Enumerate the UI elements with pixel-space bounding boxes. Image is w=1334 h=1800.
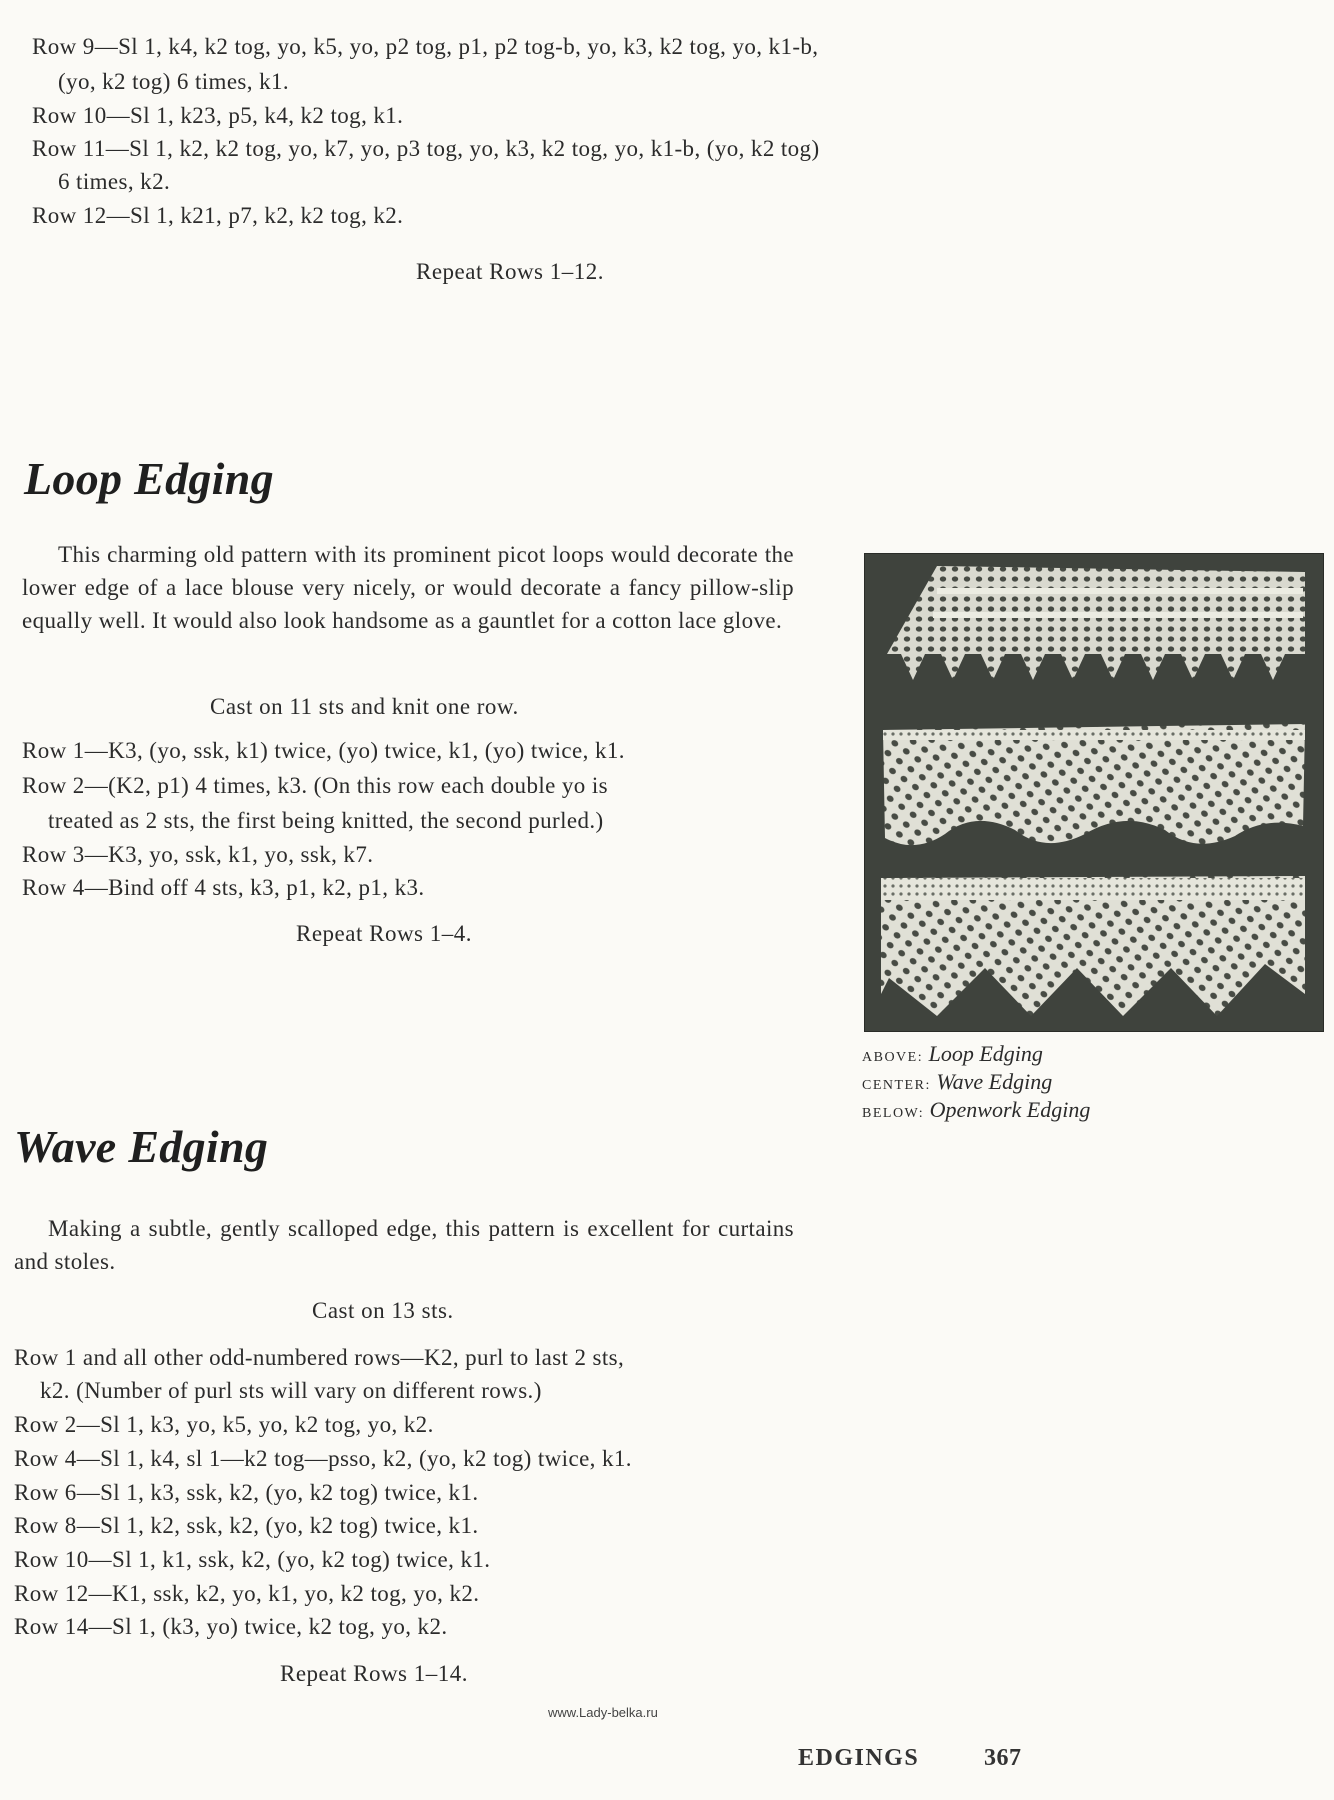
loop-edging-swatch [887, 566, 1305, 680]
row-instruction-continued: (yo, k2 tog) 6 times, k1. [58, 69, 290, 94]
section-description: Making a subtle, gently scalloped edge, this pattern is excellent for curtains and stoles. [14, 1216, 794, 1274]
cast-on-instruction: Cast on 11 sts and knit one row. [210, 694, 519, 719]
row-instruction: Row 9—Sl 1, k4, k2 tog, yo, k5, yo, p2 tog, p1, p2 tog-b, yo, k3, k2 tog, yo, k1-b, [32, 34, 819, 59]
edging-swatches-photo [864, 553, 1324, 1032]
caption-name: Loop Edging [928, 1041, 1043, 1066]
row-instruction-continued: treated as 2 sts, the first being knitted, the second purled.) [48, 808, 604, 833]
section-heading: Loop Edging [24, 453, 274, 504]
cast-on-instruction: Cast on 13 sts. [312, 1298, 454, 1323]
row-instruction: Row 6—Sl 1, k3, ssk, k2, (yo, k2 tog) twice, k1. [14, 1480, 479, 1505]
row-instruction: Row 2—Sl 1, k3, yo, k5, yo, k2 tog, yo, k2. [14, 1412, 434, 1437]
caption-label: ABOVE: [862, 1050, 924, 1065]
repeat-instruction: Repeat Rows 1–4. [296, 921, 473, 946]
wave-edging-swatch [883, 724, 1305, 845]
row-instruction: Row 2—(K2, p1) 4 times, k3. (On this row each double yo is [22, 773, 608, 798]
repeat-instruction: Repeat Rows 1–14. [280, 1661, 469, 1686]
caption-below [862, 1096, 1090, 1128]
lace-swatches-illustration [865, 554, 1323, 1031]
caption-label: BELOW: [862, 1106, 925, 1121]
row-instruction: Row 4—Bind off 4 sts, k3, p1, k2, p1, k3. [22, 875, 425, 900]
section-description: This charming old pattern with its prominent picot loops would decorate the lower edge of a lace blouse very nicely, or would decorate a fancy pillow-slip equally well. It would also look handsome as a gauntlet for a cotton lace glove. [22, 542, 794, 633]
row-instruction: Row 10—Sl 1, k23, p5, k4, k2 tog, k1. [32, 103, 404, 128]
row-instruction: Row 14—Sl 1, (k3, yo) twice, k2 tog, yo, k2. [14, 1614, 448, 1639]
openwork-edging-swatch [881, 876, 1305, 1016]
row-instruction: Row 4—Sl 1, k4, sl 1—k2 tog—psso, k2, (yo, k2 tog) twice, k1. [14, 1446, 632, 1471]
row-instruction: Row 8—Sl 1, k2, ssk, k2, (yo, k2 tog) twice, k1. [14, 1513, 479, 1538]
row-instruction: Row 11—Sl 1, k2, k2 tog, yo, k7, yo, p3 tog, yo, k3, k2 tog, yo, k1-b, (yo, k2 tog) [32, 136, 820, 161]
row-instruction: Row 1—K3, (yo, ssk, k1) twice, (yo) twice, k1, (yo) twice, k1. [22, 738, 625, 763]
section-heading: Wave Edging [14, 1121, 269, 1172]
row-instruction-continued: 6 times, k2. [58, 169, 171, 194]
watermark-url: www.Lady-belka.ru [548, 1705, 658, 1720]
page-number: 367 [984, 1745, 1022, 1771]
caption-name: Wave Edging [936, 1069, 1053, 1094]
row-instruction: Row 12—Sl 1, k21, p7, k2, k2 tog, k2. [32, 203, 404, 228]
row-instruction: Row 12—K1, ssk, k2, yo, k1, yo, k2 tog, yo, k2. [14, 1581, 480, 1606]
row-instruction: Row 10—Sl 1, k1, ssk, k2, (yo, k2 tog) twice, k1. [14, 1547, 491, 1572]
caption-label: CENTER: [862, 1078, 931, 1093]
row-instruction: Row 3—K3, yo, ssk, k1, yo, ssk, k7. [22, 842, 374, 867]
row-instruction: Row 1 and all other odd-numbered rows—K2, purl to last 2 sts, [14, 1345, 625, 1370]
repeat-instruction: Repeat Rows 1–12. [416, 259, 605, 284]
footer-section-name: EDGINGS [798, 1745, 920, 1771]
caption-name: Openwork Edging [929, 1097, 1091, 1122]
row-instruction-continued: k2. (Number of purl sts will vary on different rows.) [40, 1378, 542, 1403]
